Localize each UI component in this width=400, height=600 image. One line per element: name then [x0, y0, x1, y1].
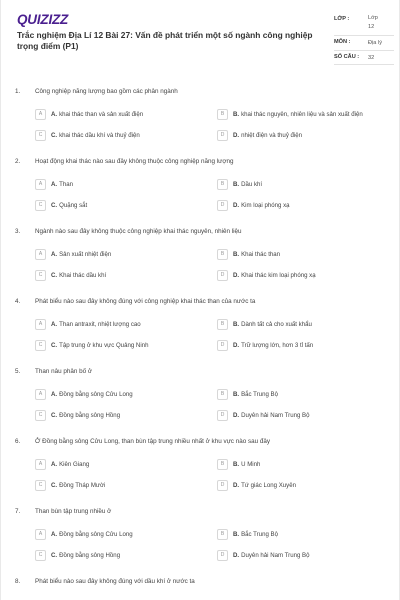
question-number: 4.: [15, 298, 21, 305]
option-text: Đồng bằng sông Cửu Long: [59, 530, 133, 538]
answer-option-d[interactable]: [217, 409, 310, 421]
option-letter-box: B: [217, 389, 228, 400]
option-letter-box: A: [35, 249, 46, 260]
meta-row-subject: [334, 36, 394, 51]
option-text: Đồng Tháp Mười: [59, 481, 106, 489]
option-letter-box: B: [217, 249, 228, 260]
option-text: Kim loại phóng xạ: [241, 201, 290, 209]
option-text: khai thác nguyên, nhiên liệu và sản xuất điện: [241, 110, 363, 118]
answer-option-d[interactable]: [217, 129, 302, 141]
option-letter-box: B: [217, 109, 228, 120]
option-letter: C.: [51, 411, 58, 419]
question-number: 7.: [15, 508, 21, 515]
answer-option-c[interactable]: [35, 129, 140, 141]
option-letter: C.: [51, 341, 58, 349]
answer-option-a[interactable]: [35, 108, 143, 120]
option-letter: D.: [233, 341, 240, 349]
answer-option-a[interactable]: [35, 458, 89, 470]
class-value: Lớp 12: [368, 15, 378, 30]
subject-label: MÔN :: [334, 39, 351, 45]
answer-option-d[interactable]: [217, 549, 310, 561]
option-text: Duyên hải Nam Trung Bộ: [241, 551, 310, 559]
answer-option-d[interactable]: [217, 269, 316, 281]
answer-option-b[interactable]: [217, 318, 312, 330]
question-number: 6.: [15, 438, 21, 445]
option-text: Tứ giác Long Xuyên: [241, 481, 296, 489]
answer-option-c[interactable]: [35, 479, 105, 491]
option-letter-box: C: [35, 270, 46, 281]
option-letter: B.: [233, 320, 240, 328]
answer-option-c[interactable]: [35, 199, 87, 211]
worksheet-header: [1, 0, 399, 76]
option-text: nhiệt điện và thuỷ điện: [241, 131, 303, 139]
meta-row-count: [334, 51, 394, 65]
question-number: 1.: [15, 88, 21, 95]
option-text: khai thác dầu khí và thuỷ điện: [59, 131, 140, 139]
option-letter-box: D: [217, 340, 228, 351]
option-text: Khai thác than: [241, 250, 281, 258]
meta-info: [334, 14, 394, 65]
option-text: U Minh: [241, 460, 261, 468]
option-letter-box: C: [35, 410, 46, 421]
option-text: Đồng bằng sông Hồng: [59, 411, 121, 419]
option-letter: A.: [51, 530, 58, 538]
option-letter-box: A: [35, 529, 46, 540]
option-text: Than: [59, 180, 73, 188]
option-text: Quặng sắt: [59, 201, 88, 209]
question-text: Ở Đồng bằng sông Cửu Long, than bùn tập trung nhiều nhất ở khu vực nào sau đây: [35, 438, 271, 445]
question-number: 5.: [15, 368, 21, 375]
option-letter: C.: [51, 131, 58, 139]
option-letter-box: D: [217, 480, 228, 491]
question-text: Than nâu phân bố ở: [35, 368, 92, 375]
option-letter: D.: [233, 411, 240, 419]
option-text: Kiên Giang: [59, 460, 90, 468]
option-letter: A.: [51, 180, 58, 188]
answer-option-c[interactable]: [35, 339, 148, 351]
question-item: [1, 296, 399, 366]
option-text: Đồng bằng sông Hồng: [59, 551, 121, 559]
option-letter: A.: [51, 320, 58, 328]
option-letter: C.: [51, 481, 58, 489]
option-letter: B.: [233, 390, 240, 398]
question-number: 8.: [15, 578, 21, 585]
answer-option-b[interactable]: [217, 528, 278, 540]
option-text: khai thác than và sản xuất điện: [59, 110, 144, 118]
option-letter-box: B: [217, 179, 228, 190]
quizizz-logo: QUIZIZZ: [17, 12, 69, 27]
question-text: Ngành nào sau đây không thuộc công nghiệp khai thác nguyên, nhiên liệu: [35, 228, 242, 235]
class-label: LỚP :: [334, 16, 350, 22]
option-letter: C.: [51, 271, 58, 279]
question-list: [1, 86, 399, 600]
question-text: Phát biểu nào sau đây không đúng với dầu khí ở nước ta: [35, 578, 195, 585]
option-letter-box: A: [35, 109, 46, 120]
option-letter-box: B: [217, 529, 228, 540]
question-item: [1, 86, 399, 156]
option-letter: B.: [233, 530, 240, 538]
option-text: Dành tất cả cho xuất khẩu: [241, 320, 312, 328]
answer-option-b[interactable]: [217, 178, 262, 190]
option-letter-box: A: [35, 179, 46, 190]
answer-option-a[interactable]: [35, 318, 141, 330]
option-letter-box: B: [217, 459, 228, 470]
answer-option-a[interactable]: [35, 178, 73, 190]
option-letter-box: A: [35, 459, 46, 470]
answer-option-c[interactable]: [35, 409, 120, 421]
answer-option-b[interactable]: [217, 248, 280, 260]
option-letter: D.: [233, 271, 240, 279]
option-letter: B.: [233, 180, 240, 188]
answer-option-b[interactable]: [217, 458, 260, 470]
option-text: Bắc Trung Bộ: [241, 530, 279, 538]
option-letter: A.: [51, 390, 58, 398]
option-text: Dầu khí: [241, 180, 263, 188]
answer-option-d[interactable]: [217, 479, 296, 491]
option-letter: A.: [51, 250, 58, 258]
question-text: Hoạt động khai thác nào sau đây không thuộc công nghiệp năng lượng: [35, 158, 234, 165]
answer-option-c[interactable]: [35, 269, 106, 281]
answer-option-b[interactable]: [217, 388, 278, 400]
option-letter: B.: [233, 460, 240, 468]
option-letter-box: A: [35, 389, 46, 400]
option-letter-box: D: [217, 130, 228, 141]
answer-option-c[interactable]: [35, 549, 120, 561]
option-letter: A.: [51, 110, 58, 118]
question-item: [1, 156, 399, 226]
question-item: [1, 436, 399, 506]
option-text: Duyên hải Nam Trung Bộ: [241, 411, 310, 419]
answer-option-d[interactable]: [217, 199, 290, 211]
option-letter-box: A: [35, 319, 46, 330]
count-label: SỐ CÂU :: [334, 54, 360, 60]
question-item: [1, 226, 399, 296]
question-item: [1, 576, 399, 600]
option-letter-box: D: [217, 410, 228, 421]
worksheet-page: [1, 0, 399, 600]
question-text: Phát biểu nào sau đây không đúng với công nghiệp khai thác than của nước ta: [35, 298, 256, 305]
question-number: 2.: [15, 158, 21, 165]
option-text: Trữ lượng lớn, hơn 3 tỉ tấn: [241, 341, 314, 349]
option-letter-box: D: [217, 270, 228, 281]
question-item: [1, 506, 399, 576]
answer-option-d[interactable]: [217, 339, 313, 351]
option-letter: D.: [233, 481, 240, 489]
option-letter: B.: [233, 250, 240, 258]
option-letter: D.: [233, 551, 240, 559]
option-text: Khai thác kim loại phóng xạ: [241, 271, 316, 279]
option-letter: C.: [51, 551, 58, 559]
option-letter-box: D: [217, 200, 228, 211]
question-item: [1, 366, 399, 436]
option-text: Khai thác dầu khí: [59, 271, 107, 279]
option-letter-box: C: [35, 200, 46, 211]
option-text: Bắc Trung Bộ: [241, 390, 279, 398]
option-letter: D.: [233, 201, 240, 209]
option-letter-box: C: [35, 340, 46, 351]
option-letter-box: B: [217, 319, 228, 330]
option-letter: D.: [233, 131, 240, 139]
answer-option-a[interactable]: [35, 248, 111, 260]
subject-value: Địa lý: [368, 40, 382, 46]
page-title: Trắc nghiệm Địa Lí 12 Bài 27: Vấn đề phát triển một số ngành công nghiệp trọng điểm (P1): [17, 30, 313, 51]
option-text: Than antraxit, nhiệt lượng cao: [59, 320, 141, 328]
answer-option-a[interactable]: [35, 528, 133, 540]
option-letter-box: C: [35, 480, 46, 491]
meta-row-class: [334, 14, 394, 36]
answer-option-b[interactable]: [217, 108, 363, 120]
option-letter: A.: [51, 460, 58, 468]
option-text: Đồng bằng sông Cửu Long: [59, 390, 133, 398]
answer-option-a[interactable]: [35, 388, 133, 400]
option-letter-box: C: [35, 550, 46, 561]
question-text: Than bùn tập trung nhiều ở: [35, 508, 112, 515]
option-letter-box: D: [217, 550, 228, 561]
question-number: 3.: [15, 228, 21, 235]
option-text: Tập trung ở khu vực Quảng Ninh: [59, 341, 149, 349]
option-letter: B.: [233, 110, 240, 118]
count-value: 32: [368, 55, 375, 61]
option-text: Sản xuất nhiệt điện: [59, 250, 112, 258]
question-text: Công nghiệp năng lượng bao gồm các phân ngành: [35, 88, 178, 95]
option-letter: C.: [51, 201, 58, 209]
option-letter-box: C: [35, 130, 46, 141]
